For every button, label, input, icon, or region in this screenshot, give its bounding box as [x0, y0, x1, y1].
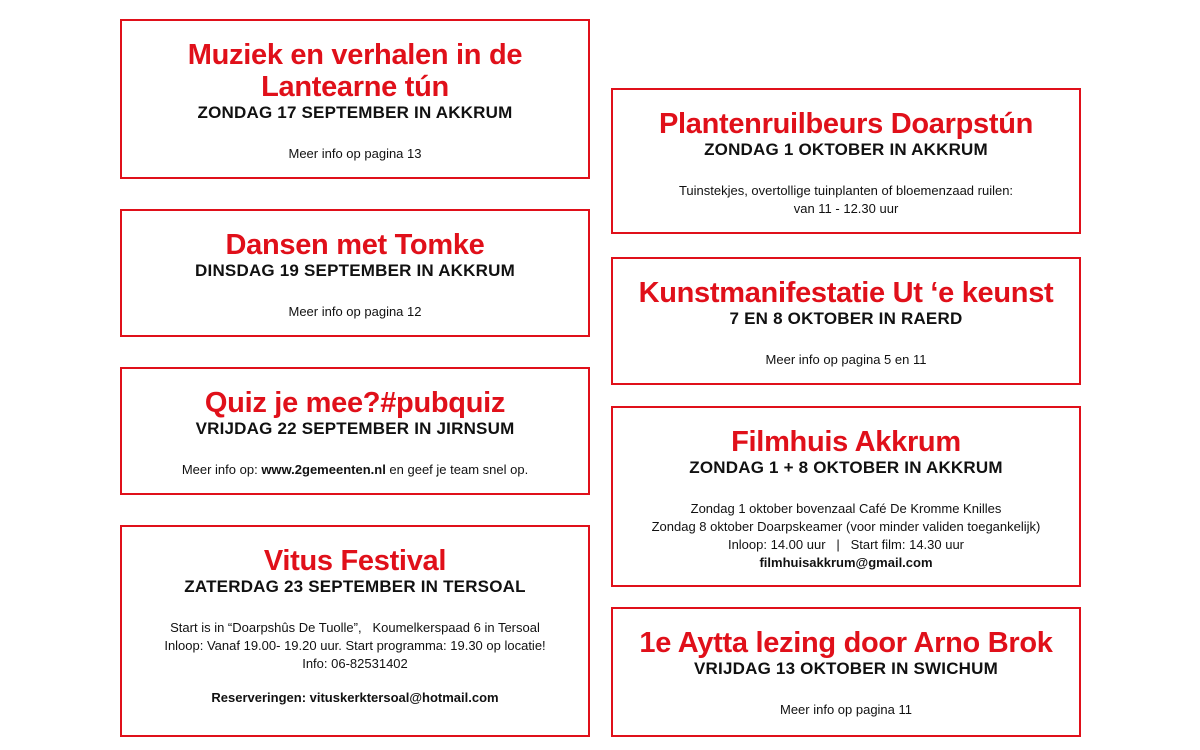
event-title: Filmhuis Akkrum: [731, 426, 961, 458]
event-info: Meer info op pagina 13: [288, 146, 422, 161]
website-link[interactable]: www.2gemeenten.nl: [261, 462, 386, 477]
event-date: DINSDAG 19 SEPTEMBER IN AKKRUM: [195, 261, 515, 280]
event-title: Muziek en verhalen in de Lantearne tún: [187, 39, 523, 103]
filmhuis-email: filmhuisakkrum@gmail.com: [759, 555, 933, 570]
event-line: Zondag 1 oktober bovenzaal Café De Kromme Knilles: [690, 501, 1002, 516]
event-card-vitus: [120, 525, 590, 737]
event-line: Zondag 8 oktober Doarpskeamer (voor minder validen toegankelijk): [651, 519, 1041, 534]
event-line: Start is in “Doarpshûs De Tuolle”, Koumelkerspaad 6 in Tersoal: [170, 620, 540, 635]
event-date: ZATERDAG 23 SEPTEMBER IN TERSOAL: [184, 577, 526, 596]
event-info: Meer info op pagina 5 en 11: [765, 352, 927, 367]
event-info: Meer info op: www.2gemeenten.nl en geef je team snel op.: [181, 462, 529, 477]
event-card-kunstmanifestatie: [611, 257, 1081, 385]
event-info: Meer info op pagina 11: [779, 702, 913, 717]
event-title: Dansen met Tomke: [225, 229, 485, 261]
event-line: van 11 - 12.30 uur: [793, 201, 899, 216]
reservations-email: Reserveringen: vituskerktersoal@hotmail.com: [211, 690, 499, 705]
event-title: Plantenruilbeurs Doarpstún: [658, 108, 1034, 140]
event-title: Kunstmanifestatie Ut ‘e keunst: [638, 277, 1054, 309]
event-card-plantenruilbeurs: [611, 88, 1081, 234]
event-date: VRIJDAG 13 OKTOBER IN SWICHUM: [694, 659, 998, 678]
event-title: Quiz je mee?#pubquiz: [204, 387, 506, 419]
event-card-aytta-lezing: [611, 607, 1081, 737]
event-card-muziek: [120, 19, 590, 179]
event-date: ZONDAG 17 SEPTEMBER IN AKKRUM: [197, 103, 513, 122]
event-card-quiz: [120, 367, 590, 495]
event-title: Vitus Festival: [263, 545, 447, 577]
event-date: ZONDAG 1 OKTOBER IN AKKRUM: [704, 140, 988, 159]
event-info: Meer info op pagina 12: [288, 304, 422, 319]
event-date: VRIJDAG 22 SEPTEMBER IN JIRNSUM: [195, 419, 515, 438]
event-line: Inloop: Vanaf 19.00- 19.20 uur. Start programma: 19.30 op locatie!: [164, 638, 546, 653]
event-date: ZONDAG 1 + 8 OKTOBER IN AKKRUM: [689, 458, 1003, 477]
event-line: Tuinstekjes, overtollige tuinplanten of bloemenzaad ruilen:: [678, 183, 1014, 198]
event-date: 7 EN 8 OKTOBER IN RAERD: [729, 309, 963, 328]
event-title: 1e Aytta lezing door Arno Brok: [639, 627, 1053, 659]
event-line: Info: 06-82531402: [302, 656, 408, 671]
event-line: Inloop: 14.00 uur | Start film: 14.30 uur: [727, 537, 965, 552]
event-card-filmhuis: [611, 406, 1081, 587]
event-card-dansen: [120, 209, 590, 337]
